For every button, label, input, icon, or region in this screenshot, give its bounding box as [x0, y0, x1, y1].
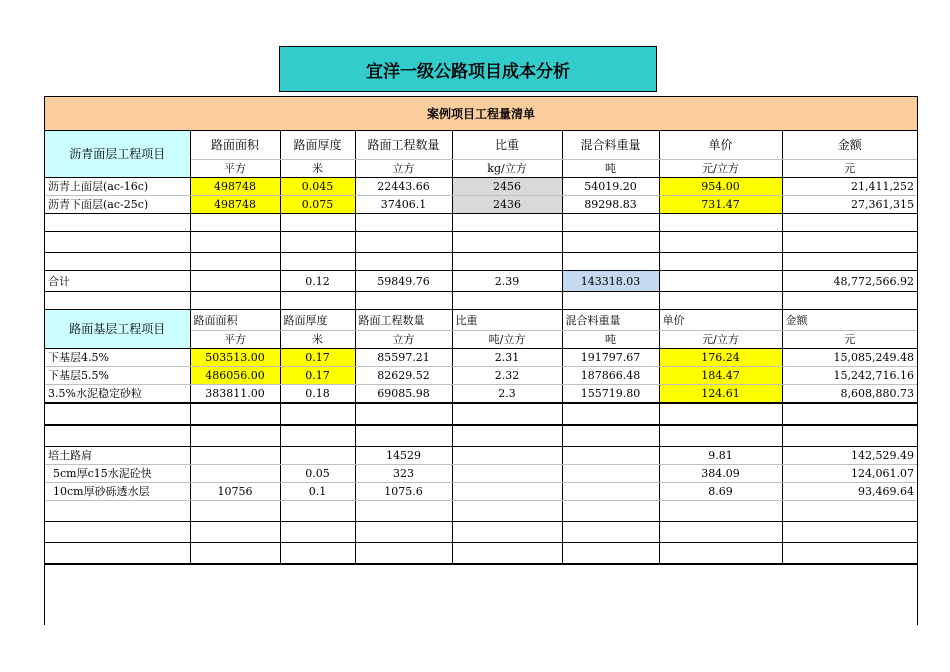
empty-cell[interactable] — [562, 403, 659, 425]
empty-row — [45, 543, 917, 565]
col-header-weight: 混合料重量 — [562, 131, 659, 160]
empty-cell[interactable] — [782, 501, 917, 522]
empty-cell[interactable] — [190, 232, 280, 253]
cell-density[interactable]: 2.32 — [452, 367, 562, 385]
cell-thickness[interactable]: 0.075 — [280, 196, 355, 214]
col-header-thickness: 路面厚度 — [280, 131, 355, 160]
empty-cell[interactable] — [355, 522, 452, 543]
col-header-density: 比重 — [452, 310, 562, 331]
empty-cell[interactable] — [190, 501, 280, 522]
cell-volume[interactable]: 37406.1 — [355, 196, 452, 214]
col-header-density: 比重 — [452, 131, 562, 160]
empty-cell[interactable] — [659, 214, 782, 232]
cell-thickness[interactable]: 0.12 — [280, 271, 355, 292]
unit-cell: 吨 — [562, 160, 659, 178]
empty-cell[interactable] — [452, 543, 562, 565]
empty-cell[interactable] — [45, 543, 190, 565]
empty-row — [45, 214, 917, 232]
empty-cell[interactable] — [562, 425, 659, 447]
empty-cell[interactable] — [280, 501, 355, 522]
cell-thickness[interactable]: 0.05 — [280, 465, 355, 483]
cell-amount[interactable]: 93,469.64 — [782, 483, 917, 501]
cell-amount[interactable]: 48,772,566.92 — [782, 271, 917, 292]
cell-thickness[interactable]: 0.17 — [280, 367, 355, 385]
cell-volume[interactable]: 14529 — [355, 447, 452, 465]
empty-cell[interactable] — [355, 232, 452, 253]
empty-cell[interactable] — [562, 292, 659, 310]
empty-cell[interactable] — [45, 214, 190, 232]
unit-cell: 元/立方 — [659, 160, 782, 178]
col-header-thickness: 路面厚度 — [280, 310, 355, 331]
empty-cell[interactable] — [659, 543, 782, 565]
cell-area[interactable]: 383811.00 — [190, 385, 280, 404]
col-header-unit-price: 单价 — [659, 131, 782, 160]
empty-cell[interactable] — [452, 425, 562, 447]
table-row — [45, 349, 917, 367]
empty-cell[interactable] — [280, 253, 355, 271]
empty-cell[interactable] — [280, 425, 355, 447]
empty-cell[interactable] — [782, 292, 917, 310]
cell-unit-price[interactable]: 954.00 — [659, 178, 782, 196]
empty-cell[interactable] — [452, 214, 562, 232]
empty-cell[interactable] — [45, 522, 190, 543]
col-header-amount: 金额 — [782, 310, 917, 331]
unit-cell: 立方 — [355, 160, 452, 178]
spreadsheet — [44, 96, 918, 625]
col-header-area: 路面面积 — [190, 131, 280, 160]
cell-area[interactable] — [190, 447, 280, 465]
empty-row — [45, 425, 917, 447]
quantity-table — [45, 131, 917, 565]
empty-cell[interactable] — [45, 403, 190, 425]
empty-cell[interactable] — [782, 232, 917, 253]
unit-cell: kg/立方 — [452, 160, 562, 178]
unit-cell: 元 — [782, 160, 917, 178]
empty-cell[interactable] — [782, 522, 917, 543]
table-row — [45, 178, 917, 196]
cell-area[interactable]: 503513.00 — [190, 349, 280, 367]
table-row — [45, 196, 917, 214]
base-section-label: 路面基层工程项目 — [45, 310, 190, 349]
empty-cell[interactable] — [280, 403, 355, 425]
cell-density[interactable] — [452, 483, 562, 501]
empty-cell[interactable] — [452, 501, 562, 522]
cell-volume[interactable]: 85597.21 — [355, 349, 452, 367]
cell-unit-price[interactable]: 124.61 — [659, 385, 782, 404]
cell-unit-price[interactable]: 384.09 — [659, 465, 782, 483]
empty-cell[interactable] — [659, 425, 782, 447]
empty-cell[interactable] — [562, 232, 659, 253]
empty-row — [45, 501, 917, 522]
cell-total-label[interactable]: 合计 — [45, 271, 190, 292]
cell-density[interactable]: 2.39 — [452, 271, 562, 292]
table-row — [45, 483, 917, 501]
cell-weight[interactable]: 54019.20 — [562, 178, 659, 196]
cell-volume[interactable]: 1075.6 — [355, 483, 452, 501]
col-header-weight: 混合料重量 — [562, 310, 659, 331]
unit-cell: 吨 — [562, 331, 659, 349]
cell-volume[interactable]: 69085.98 — [355, 385, 452, 404]
cell-density[interactable] — [452, 465, 562, 483]
empty-cell[interactable] — [355, 403, 452, 425]
col-header-area: 路面面积 — [190, 310, 280, 331]
cell-weight[interactable]: 155719.80 — [562, 385, 659, 404]
empty-cell[interactable] — [45, 425, 190, 447]
col-header-unit-price: 单价 — [659, 310, 782, 331]
cell-unit-price[interactable] — [659, 271, 782, 292]
empty-cell[interactable] — [190, 522, 280, 543]
unit-cell: 米 — [280, 331, 355, 349]
cell-area[interactable]: 498748 — [190, 196, 280, 214]
cell-unit-price[interactable]: 9.81 — [659, 447, 782, 465]
table-row — [45, 367, 917, 385]
cell-weight[interactable] — [562, 447, 659, 465]
empty-cell[interactable] — [280, 232, 355, 253]
unit-cell: 元 — [782, 331, 917, 349]
cell-weight[interactable]: 143318.03 — [562, 271, 659, 292]
cell-thickness[interactable]: 0.18 — [280, 385, 355, 404]
unit-cell: 米 — [280, 160, 355, 178]
cell-item[interactable]: 沥青下面层(ac-25c) — [45, 196, 190, 214]
empty-cell[interactable] — [190, 403, 280, 425]
cell-item[interactable]: 下基层5.5% — [45, 367, 190, 385]
cell-item[interactable]: 10cm厚砂砾透水层 — [45, 483, 190, 501]
cell-weight[interactable] — [562, 483, 659, 501]
table-row — [45, 465, 917, 483]
cell-amount[interactable]: 21,411,252 — [782, 178, 917, 196]
empty-cell[interactable] — [782, 403, 917, 425]
cell-thickness[interactable]: 0.17 — [280, 349, 355, 367]
empty-cell[interactable] — [782, 253, 917, 271]
cell-density[interactable]: 2.3 — [452, 385, 562, 404]
empty-cell[interactable] — [562, 501, 659, 522]
empty-cell[interactable] — [280, 292, 355, 310]
empty-cell[interactable] — [45, 253, 190, 271]
cell-density[interactable]: 2456 — [452, 178, 562, 196]
empty-cell[interactable] — [659, 292, 782, 310]
empty-row — [45, 253, 917, 271]
empty-cell[interactable] — [452, 403, 562, 425]
cell-volume[interactable]: 59849.76 — [355, 271, 452, 292]
empty-cell[interactable] — [280, 522, 355, 543]
cell-volume[interactable]: 323 — [355, 465, 452, 483]
cell-weight[interactable] — [562, 465, 659, 483]
cell-unit-price[interactable]: 731.47 — [659, 196, 782, 214]
empty-cell[interactable] — [355, 543, 452, 565]
cell-item[interactable]: 培土路肩 — [45, 447, 190, 465]
unit-cell: 平方 — [190, 160, 280, 178]
empty-cell[interactable] — [452, 253, 562, 271]
empty-cell[interactable] — [355, 214, 452, 232]
empty-cell[interactable] — [280, 214, 355, 232]
col-header-volume: 路面工程数量 — [355, 131, 452, 160]
empty-cell[interactable] — [452, 522, 562, 543]
empty-cell[interactable] — [659, 522, 782, 543]
col-header-amount: 金额 — [782, 131, 917, 160]
cell-weight[interactable]: 89298.83 — [562, 196, 659, 214]
cell-area[interactable] — [190, 465, 280, 483]
table-row — [45, 447, 917, 465]
empty-cell[interactable] — [782, 214, 917, 232]
cell-density[interactable] — [452, 447, 562, 465]
empty-cell[interactable] — [659, 232, 782, 253]
empty-cell[interactable] — [355, 501, 452, 522]
empty-cell[interactable] — [45, 232, 190, 253]
unit-cell: 立方 — [355, 331, 452, 349]
cell-density[interactable]: 2.31 — [452, 349, 562, 367]
empty-row — [45, 232, 917, 253]
cell-area[interactable] — [190, 271, 280, 292]
empty-cell[interactable] — [562, 543, 659, 565]
cell-amount[interactable]: 15,242,716.16 — [782, 367, 917, 385]
empty-cell[interactable] — [782, 543, 917, 565]
asphalt-section-label: 沥青面层工程项目 — [45, 131, 190, 178]
empty-cell[interactable] — [280, 543, 355, 565]
cell-weight[interactable]: 191797.67 — [562, 349, 659, 367]
empty-cell[interactable] — [45, 292, 190, 310]
empty-row — [45, 292, 917, 310]
cell-area[interactable]: 486056.00 — [190, 367, 280, 385]
empty-cell[interactable] — [355, 425, 452, 447]
unit-cell: 平方 — [190, 331, 280, 349]
total-row — [45, 271, 917, 292]
empty-cell[interactable] — [452, 292, 562, 310]
table-subtitle: 案例项目工程量清单 — [45, 96, 917, 131]
empty-row — [45, 403, 917, 425]
empty-cell[interactable] — [659, 501, 782, 522]
cell-area[interactable]: 498748 — [190, 178, 280, 196]
cell-item[interactable]: 下基层4.5% — [45, 349, 190, 367]
empty-cell[interactable] — [562, 214, 659, 232]
cell-thickness[interactable]: 0.045 — [280, 178, 355, 196]
cell-item[interactable]: 3.5%水泥稳定砂粒 — [45, 385, 190, 404]
empty-cell[interactable] — [190, 292, 280, 310]
sheet-title: 宜洋一级公路项目成本分析 — [279, 46, 657, 92]
cell-item[interactable]: 沥青上面层(ac-16c) — [45, 178, 190, 196]
cell-amount[interactable]: 124,061.07 — [782, 465, 917, 483]
cell-amount[interactable]: 27,361,315 — [782, 196, 917, 214]
cell-area[interactable]: 10756 — [190, 483, 280, 501]
cell-volume[interactable]: 82629.52 — [355, 367, 452, 385]
cell-item[interactable]: 5cm厚c15水泥砼快 — [45, 465, 190, 483]
empty-cell[interactable] — [562, 522, 659, 543]
empty-cell[interactable] — [659, 253, 782, 271]
cell-unit-price[interactable]: 176.24 — [659, 349, 782, 367]
col-header-volume: 路面工程数量 — [355, 310, 452, 331]
empty-cell[interactable] — [190, 253, 280, 271]
empty-cell[interactable] — [562, 253, 659, 271]
empty-row — [45, 522, 917, 543]
empty-cell[interactable] — [452, 232, 562, 253]
empty-cell[interactable] — [190, 214, 280, 232]
cell-density[interactable]: 2436 — [452, 196, 562, 214]
unit-cell: 吨/立方 — [452, 331, 562, 349]
cell-volume[interactable]: 22443.66 — [355, 178, 452, 196]
cell-amount[interactable]: 142,529.49 — [782, 447, 917, 465]
empty-cell[interactable] — [190, 543, 280, 565]
empty-cell[interactable] — [782, 425, 917, 447]
unit-cell: 元/立方 — [659, 331, 782, 349]
empty-cell[interactable] — [659, 403, 782, 425]
cell-unit-price[interactable]: 184.47 — [659, 367, 782, 385]
cell-amount[interactable]: 8,608,880.73 — [782, 385, 917, 404]
empty-cell[interactable] — [355, 292, 452, 310]
empty-cell[interactable] — [355, 253, 452, 271]
cell-unit-price[interactable]: 8.69 — [659, 483, 782, 501]
cell-thickness[interactable] — [280, 447, 355, 465]
cell-amount[interactable]: 15,085,249.48 — [782, 349, 917, 367]
empty-cell[interactable] — [190, 425, 280, 447]
table-row — [45, 385, 917, 404]
cell-weight[interactable]: 187866.48 — [562, 367, 659, 385]
cell-thickness[interactable]: 0.1 — [280, 483, 355, 501]
empty-cell[interactable] — [45, 501, 190, 522]
